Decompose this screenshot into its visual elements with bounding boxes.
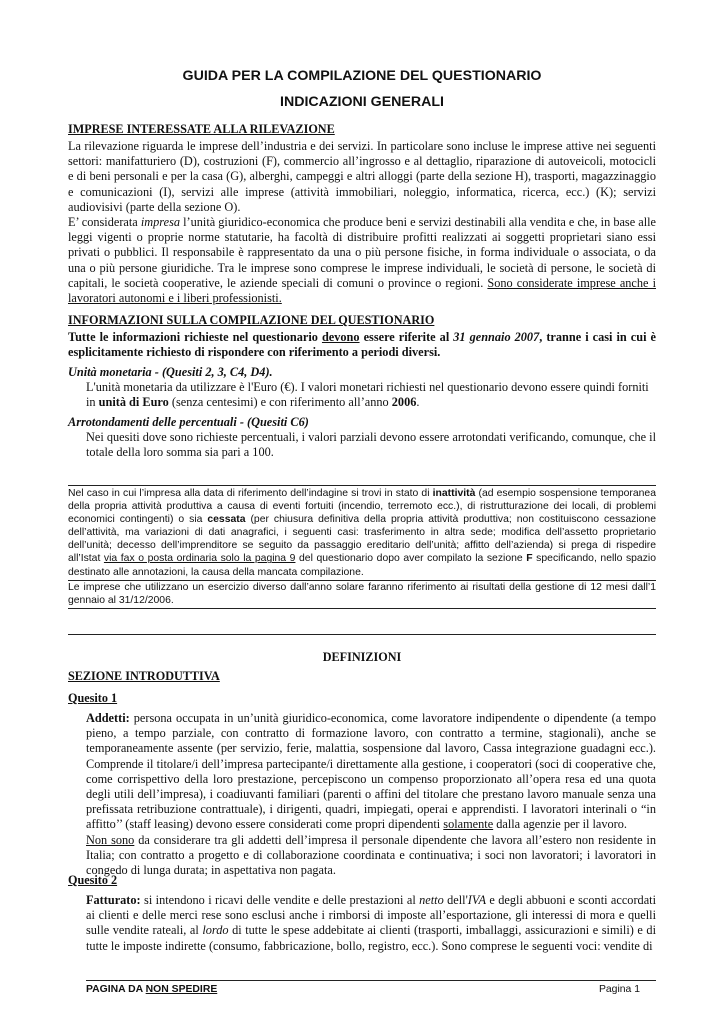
informazioni-paragraph: Tutte le informazioni richieste nel questionario devono essere riferite al 31 gennaio 2007, tranne i casi in cui è esplicitamente richiesto di rispondere con riferimento a periodi diversi. xyxy=(68,330,656,360)
unita-monetaria-title: Unità monetaria - (Quesiti 2, 3, C4, D4). xyxy=(68,365,273,379)
section-heading-imprese: IMPRESE INTERESSATE ALLA RILEVAZIONE xyxy=(68,122,335,136)
section-heading-informazioni: INFORMAZIONI SULLA COMPILAZIONE DEL QUESTIONARIO xyxy=(68,313,435,327)
footer-divider xyxy=(86,980,656,981)
arrotondamenti-text: Nei quesiti dove sono richieste percentuali, i valori parziali devono essere arrotondati verificando, comunque, che il totale della loro somma sia pari a 100. xyxy=(86,430,656,460)
document-title: GUIDA PER LA COMPILAZIONE DEL QUESTIONARIO xyxy=(182,68,542,84)
fatturato-definition: Fatturato: si intendono i ricavi delle vendite e delle prestazioni al netto dell'IVA e degli abbuoni e sconti accordati ai clienti e delle merci rese sono esclusi anche i rimborsi di imposte all’esportazione, gli interessi di mora e quelli sulle vendite rateali, al lordo di tutte le spese addebitate ai clienti (trasporti, imballaggi, assicurazioni e simili) e di tutte le imposte indirette (consumo, fabbricazione, bollo, registro, ecc.). Sono comprese le seguenti voci: vendite di xyxy=(86,893,657,953)
definizioni-title: DEFINIZIONI xyxy=(322,650,402,664)
unita-monetaria-text: L'unità monetaria da utilizzare è l'Euro (€). I valori monetari richiesti nel questionario devono essere quindi forniti in unità di Euro (senza centesimi) e con riferimento all’anno 2006. xyxy=(86,380,649,410)
esercizio-note: Le imprese che utilizzano un esercizio diverso dall’anno solare faranno riferimento ai risultati della gestione di 12 mesi dall’1 gennaio al 31/12/2006. xyxy=(68,580,656,608)
sezione-introduttiva-heading: SEZIONE INTRODUTTIVA xyxy=(68,669,220,683)
addetti-definition: Addetti: persona occupata in un’unità giuridico-economica, come lavoratore indipendente o dipendente (a tempo pieno, a tempo parziale, con contratto di formazione lavoro, con contratto a termine, stagionali), anche se temporaneamente assente (per servizio, ferie, malattia, sospensione dal lavoro, Cassa integrazione guadagni ecc.). Comprende il titolare/i dell’impresa partecipante/i direttamente alla gestione, i cooperatori (soci di cooperative che, come corrispettivo della loro prestazione, percepiscono un compenso proporzionato all’opera resa ed una quota degli utili dell’impresa), i coadiuvanti familiari (parenti o affini del titolare che prestano lavoro manuale senza una prefissata retribuzione contrattuale), i dirigenti, quadri, impiegati, operai e apprendisti. I lavoratori interinali o “in affitto’’ (staff leasing) devono essere considerati come propri dipendenti solamente dalla agenzie per il lavoro. Non sono da considerare tra gli addetti dell’impresa il personale dipendente che lavora all’estero non residente in Italia; con contratto a progetto e di collaborazione coordinata e continuativa; i soci non lavoratori; i lavoratori in congedo di lunga durata; in aspettativa non pagata. xyxy=(86,711,657,878)
inattivita-note: Nel caso in cui l’impresa alla data di riferimento dell’indagine si trovi in stato di inattività (ad esempio sospensione temporanea della propria attività produttiva a causa di eventi fortuiti (incendio, terremoto ecc.), di ristrutturazione dei locali, di problemi economici contingenti) o sia cessata (per chiusura definitiva della propria attività produttiva; non costituiscono cessazione dell’attività, ma variazioni di dati anagrafici, i seguenti casi: trasferimento in altra sede; modifica dell’assetto proprietario dell’unità; decesso dell’imprenditore se seguito da passaggio ereditario dell’unità; affitto dell’azienda) si prega di rispedire all’Istat via fax o posta ordinaria solo la pagina 9 del questionario dopo aver compilato la sezione F specificando, nello spazio destinato alle annotazioni, la causa della mancata compilazione. xyxy=(68,488,656,578)
imprese-paragraph-1: La rilevazione riguarda le imprese dell’industria e dei servizi. In particolare sono incluse le imprese attive nei seguenti settori: manifatturiero (D), costruzioni (F), commercio all’ingrosso e al dettaglio, riparazione di autoveicoli, motocicli e di beni personali e per la casa (G), alberghi, campeggi e altri alloggi (parte della sezione H), trasporti, magazzinaggio e comunicazioni (I), servizi alle imprese (attività immobiliari, noleggio, informatica, ricerca, ecc.) (K); servizi audiovisivi (parte della sezione O). xyxy=(68,139,656,214)
footer-not-to-send: PAGINA DA NON SPEDIRE xyxy=(86,984,218,995)
section-divider xyxy=(68,634,656,635)
inattivita-note-box xyxy=(68,485,656,609)
document-subtitle: INDICAZIONI GENERALI xyxy=(280,94,444,110)
quesito-1-heading: Quesito 1 xyxy=(68,691,118,705)
quesito-2-heading: Quesito 2 xyxy=(68,873,118,887)
arrotondamenti-title: Arrotondamenti delle percentuali - (Quesiti C6) xyxy=(68,415,309,429)
imprese-paragraph-2: E’ considerata impresa l’unità giuridico-economica che produce beni e servizi destinabili alla vendita e che, in base alle leggi vigenti o proprie norme statutarie, ha facoltà di distribuire profitti realizzati ai soggetti proprietari siano essi privati o pubblici. Il responsabile è rappresentato da una o più persone fisiche, in forma individuale o associata, o da una o più persone giuridiche. Tra le imprese sono comprese le imprese individuali, le società di persone, le società di capitali, le società cooperative, le aziende speciali di comuni o province o regioni. Sono considerate imprese anche i lavoratori autonomi e i liberi professionisti. xyxy=(68,215,656,306)
page-number: Pagina 1 xyxy=(598,984,640,995)
